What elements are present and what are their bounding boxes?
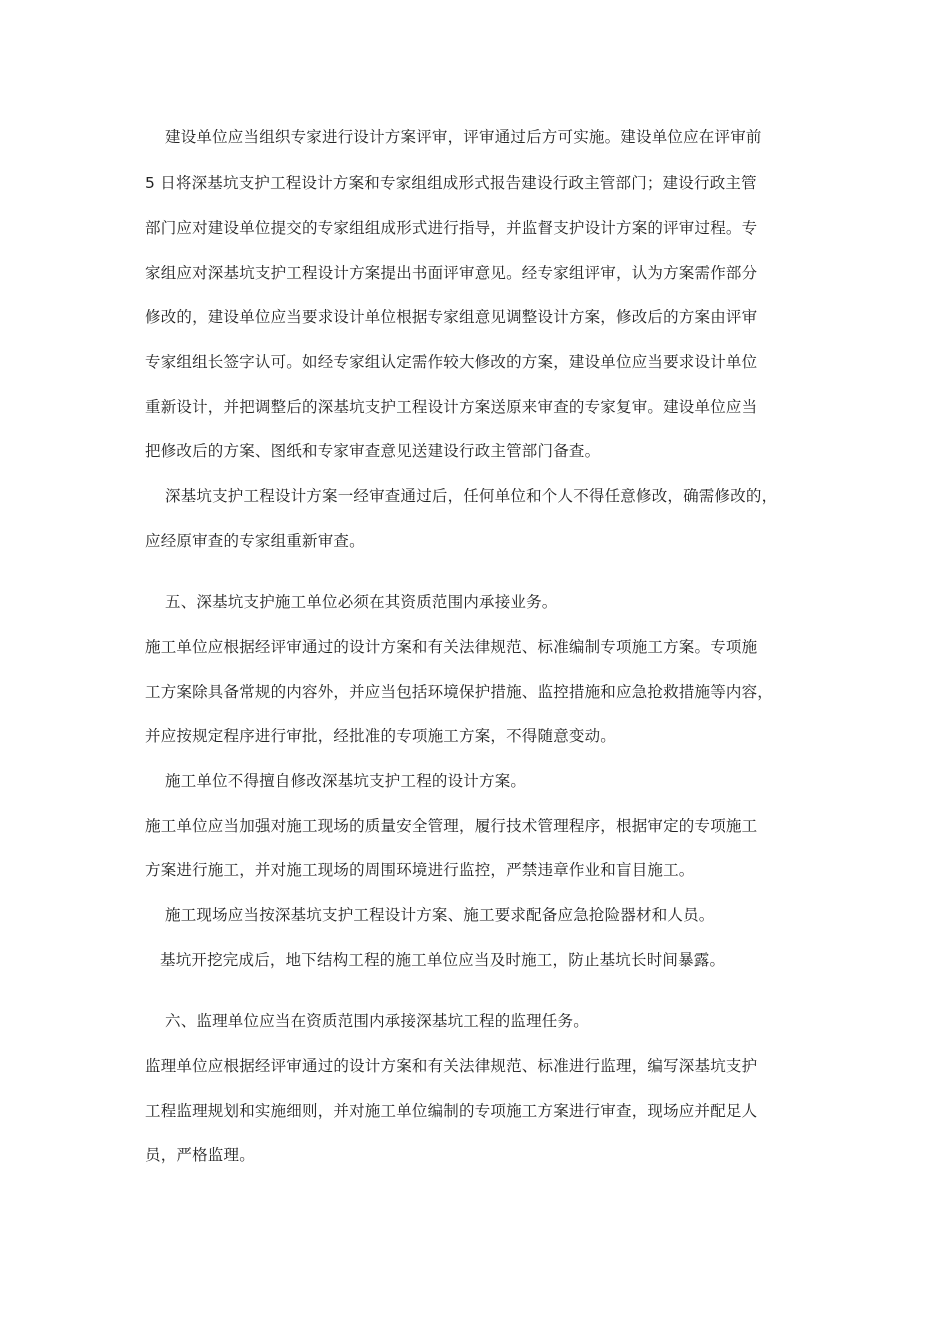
paragraph-line: 5 日将深基坑支护工程设计方案和专家组组成形式报告建设行政主管部门；建设行政主管 <box>145 174 757 192</box>
paragraph-line: 工程监理规划和实施细则，并对施工单位编制的专项施工方案进行审查，现场应并配足人 <box>145 1102 758 1120</box>
paragraph-line: 施工现场应当按深基坑支护工程设计方案、施工要求配备应急抢险器材和人员。 <box>165 906 715 924</box>
paragraph-line: 监理单位应根据经评审通过的设计方案和有关法律规范、标准进行监理，编写深基坑支护 <box>145 1057 758 1075</box>
paragraph-line: 部门应对建设单位提交的专家组组成形式进行指导，并监督支护设计方案的评审过程。专 <box>145 219 758 237</box>
paragraph-line: 重新设计，并把调整后的深基坑支护工程设计方案送原来审查的专家复审。建设单位应当 <box>145 398 758 416</box>
paragraph-line: 员，严格监理。 <box>145 1146 255 1164</box>
paragraph-line: 工方案除具备常规的内容外，并应当包括环境保护措施、监控措施和应急抢救措施等内容， <box>145 683 774 701</box>
paragraph-line: 并应按规定程序进行审批，经批准的专项施工方案，不得随意变动。 <box>145 727 617 745</box>
paragraph-line: 家组应对深基坑支护工程设计方案提出书面评审意见。经专家组评审，认为方案需作部分 <box>145 264 758 282</box>
paragraph-line: 基坑开挖完成后，地下结构工程的施工单位应当及时施工，防止基坑长时间暴露。 <box>160 951 726 969</box>
paragraph-line: 施工单位应当加强对施工现场的质量安全管理，履行技术管理程序，根据审定的专项施工 <box>145 817 758 835</box>
paragraph-line: 方案进行施工，并对施工现场的周围环境进行监控，严禁违章作业和盲目施工。 <box>145 861 695 879</box>
paragraph-line: 专家组组长签字认可。如经专家组认定需作较大修改的方案，建设单位应当要求设计单位 <box>145 353 758 371</box>
section-heading: 六、监理单位应当在资质范围内承接深基坑工程的监理任务。 <box>165 1012 589 1030</box>
paragraph-line: 施工单位不得擅自修改深基坑支护工程的设计方案。 <box>165 772 527 790</box>
paragraph-line: 施工单位应根据经评审通过的设计方案和有关法律规范、标准编制专项施工方案。专项施 <box>145 638 758 656</box>
paragraph-line: 把修改后的方案、图纸和专家审查意见送建设行政主管部门备查。 <box>145 442 601 460</box>
paragraph-line: 修改的，建设单位应当要求设计单位根据专家组意见调整设计方案，修改后的方案由评审 <box>145 308 758 326</box>
paragraph-line: 深基坑支护工程设计方案一经审查通过后，任何单位和个人不得任意修改，确需修改的， <box>165 487 778 505</box>
section-heading: 五、深基坑支护施工单位必须在其资质范围内承接业务。 <box>165 593 558 611</box>
paragraph-line: 应经原审查的专家组重新审查。 <box>145 532 365 550</box>
paragraph-line: 建设单位应当组织专家进行设计方案评审，评审通过后方可实施。建设单位应在评审前 <box>165 128 762 146</box>
